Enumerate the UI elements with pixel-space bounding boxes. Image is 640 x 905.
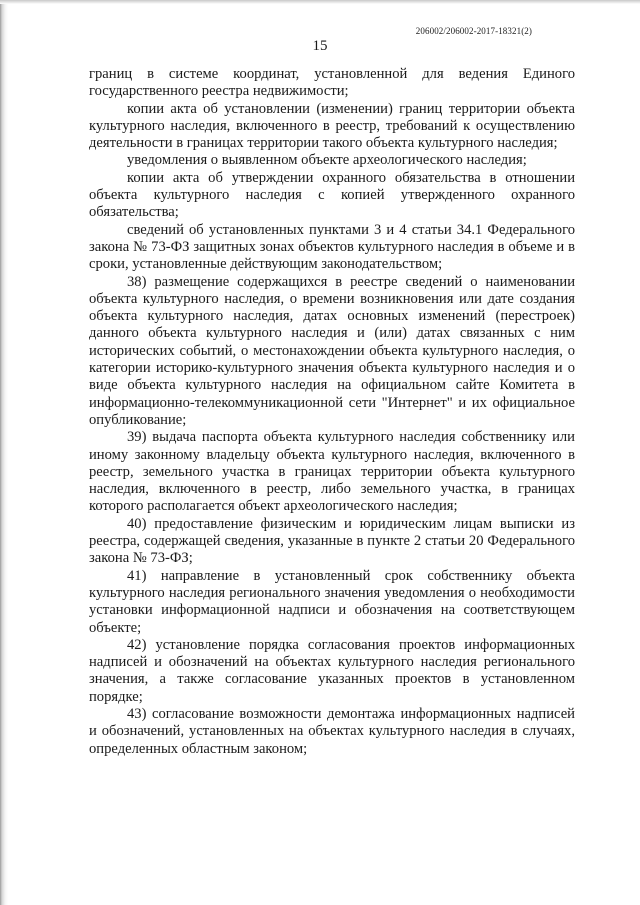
paragraph: 40) предоставление физическим и юридическим лицам выписки из реестра, содержащей сведения, указанные в пункте 2 статьи 20 Федерального закона № 73-ФЗ; [89,515,575,567]
paragraph: 39) выдача паспорта объекта культурного наследия собственнику или иному законному владельцу объекта культурного наследия, включенного в реестр, земельного участка в границах территории объекта культурного наследия, включенного в реестр, либо земельного участка, в границах которого располагается объект археологического наследия; [89,429,575,515]
paragraph: копии акта об установлении (изменении) границ территории объекта культурного наследия, включенного в реестр, требований к осуществлению деятельности в границах территории такого объекта культурного наследия; [89,100,575,152]
paragraph: копии акта об утверждении охранного обязательства в отношении объекта культурного наследия с копией утвержденного охранного обязательства; [89,169,575,221]
paragraph: 38) размещение содержащихся в реестре сведений о наименовании объекта культурного наследия, о времени возникновения или дате создания объекта культурного наследия, датах основных изменений (перестроек) данного объекта культурного наследия и (или) датах связанных с ним исторических событий, о местонахождении объекта культурного наследия, о категории историко-культурного значения объекта культурного наследия и о виде объекта культурного наследия на официальном сайте Комитета в информационно-телекоммуникационной сети "Интернет" и их официальное опубликование; [89,273,575,428]
document-number: 206002/206002-2017-18321(2) [415,26,532,36]
page-number: 15 [312,38,328,54]
scan-edge-top [0,0,640,4]
paragraph: сведений об установленных пунктами 3 и 4 статьи 34.1 Федерального закона № 73-ФЗ защитных зонах объектов культурного наследия в объеме и в сроки, установленные действующим законодательством; [89,221,575,273]
paragraph: 42) установление порядка согласования проектов информационных надписей и обозначений на объектах культурного наследия регионального значения, а также согласование указанных проектов в установленном порядке; [89,636,575,705]
scan-edge-left [0,0,8,905]
paragraph: 43) согласование возможности демонтажа информационных надписей и обозначений, установленных на объектах культурного наследия в случаях, определенных областным законом; [89,705,575,757]
paragraph: уведомления о выявленном объекте археологического наследия; [127,152,527,169]
paragraph: 41) направление в установленный срок собственнику объекта культурного наследия регионального значения уведомления о необходимости установки информационной надписи и обозначения на соответствующем объекте; [89,567,575,636]
document-body [89,66,575,758]
paragraph: границ в системе координат, установленной для ведения Единого государственного реестра недвижимости; [89,66,575,100]
